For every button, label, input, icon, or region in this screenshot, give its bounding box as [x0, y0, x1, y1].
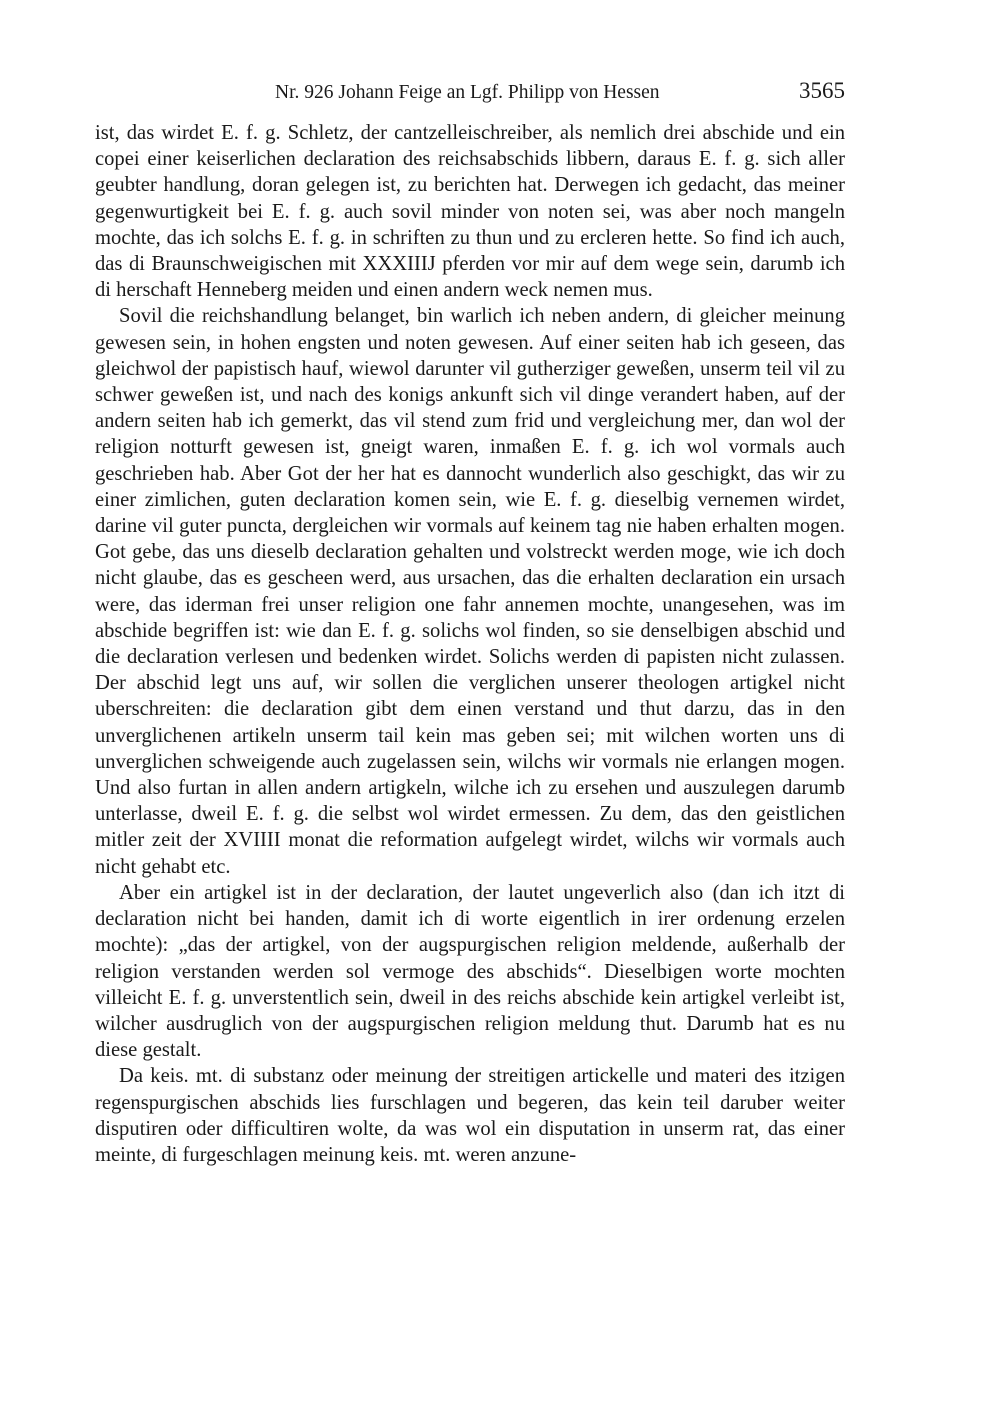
paragraph-4: Da keis. mt. di substanz oder meinung der streitigen artickelle und materi des itzigen regenspurgischen abschids lies furschlagen und begeren, das kein teil daruber weiter disputiren oder difficultiren wolte, da was wol ein disputation in unserm rat, das einer meinte, di furgeschlagen meinung keis. mt. weren anzune-	[95, 1065, 845, 1166]
running-header	[95, 78, 845, 112]
paragraph-1: ist, das wirdet E. f. g. Schletz, der cantzelleischreiber, als nemlich drei abschide und ein copei einer keiserlichen declaration des reichsabschids libbern, daraus E. f. g. sich aller geubter handlung, doran gelegen ist, zu berichten hat. Derwegen ich gedacht, das meiner gegenwurtigkeit bei E. f. g. auch sovil minder von noten sei, was aber noch mangeln mochte, das ich solchs E. f. g. in schriften zu thun und zu ercleren hette. So find ich auch, das di Braunschweigischen mit XXXIIIJ pferden vor mir auf dem wege sein, darumb ich di herschaft Henneberg meiden und einen andern weck nemen mus.	[95, 122, 845, 302]
running-title: Nr. 926 Johann Feige an Lgf. Philipp von Hessen	[275, 82, 660, 103]
paragraph-3: Aber ein artigkel ist in der declaration, der lautet ungeverlich also (dan ich itzt di declaration nicht bei handen, damit ich di worte eigentlich in irer ordenung erzelen mochte): „das der artigkel, von der augspurgischen religion meldende, außerhalb der religion verstanden werden sol vermoge des abschids“. Dieselbigen worte mochten villeicht E. f. g. unverstentlich sein, dweil in des reichs abschide kein artigkel verleibt ist, wilcher ausdruglich von der augspurgischen religion meldung thut. Darumb hat es nu diese gestalt.	[95, 881, 845, 1062]
body-text	[95, 120, 845, 1168]
paragraph-2: Sovil die reichshandlung belanget, bin warlich ich neben andern, di gleicher meinung gewesen sein, in hohen engsten und noten gewesen. Auf einer seiten hab ich geseen, das gleichwol der papistisch hauf, wiewol darunter vil gutherziger geweßen, unserm teil vil zu schwer geweßen ist, und nach des konigs ankunft sich vil dinge verandert haben, auf der andern seiten hab ich gemerkt, das vil stend zum frid und vergleichung mer, dan wol der religion notturft gewesen ist, gneigt waren, inmaßen E. f. g. ich wol vormals auch geschrieben hab. Aber Got der her hat es dannocht wunderlich also geschigkt, das wir zu einer zimlichen, guten declaration komen sein, wie E. f. g. dieselbig vernemen wirdet, darine vil guter puncta, dergleichen wir vormals auf keinem tag nie haben erhalten mogen. Got gebe, das uns dieselb declaration gehalten und volstreckt werden moge, wie ich doch nicht glaube, das es gescheen werd, aus ursachen, das die erhalten declaration ein ursach were, das iderman frei unser religion one fahr annemen mochte, unangesehen, was im abschide begriffen ist: wie dan E. f. g. solichs wol finden, so sie denselbigen abschid und die declaration verlesen und bedenken wirdet. Solichs werden di papisten nicht zulassen. Der abschid legt uns auf, wir sollen die verglichen unserer theologen artigkel nicht uberschreiten: die declaration gibt dem einen verstand und thut darzu, das in den unverglichenen artikeln unserm tail kein mas geben sei; mit wilchen worten uns di unverglichen schweigende auch zugelassen sein, wilchs wir vormals nie erlangen mogen. Und also furtan in allen andern artigkeln, wilche ich zu ersehen und auszulegen darumb unterlasse, dweil E. f. g. die selbst wol wirdet ermessen. Zu dem, das den geistlichen mitler zeit der XVIIII monat die reformation aufgelegt wirdet, wilchs wir vormals auch nicht gehabt etc.	[95, 305, 845, 878]
document-page	[95, 78, 845, 1168]
page-number: 3565	[799, 78, 845, 103]
